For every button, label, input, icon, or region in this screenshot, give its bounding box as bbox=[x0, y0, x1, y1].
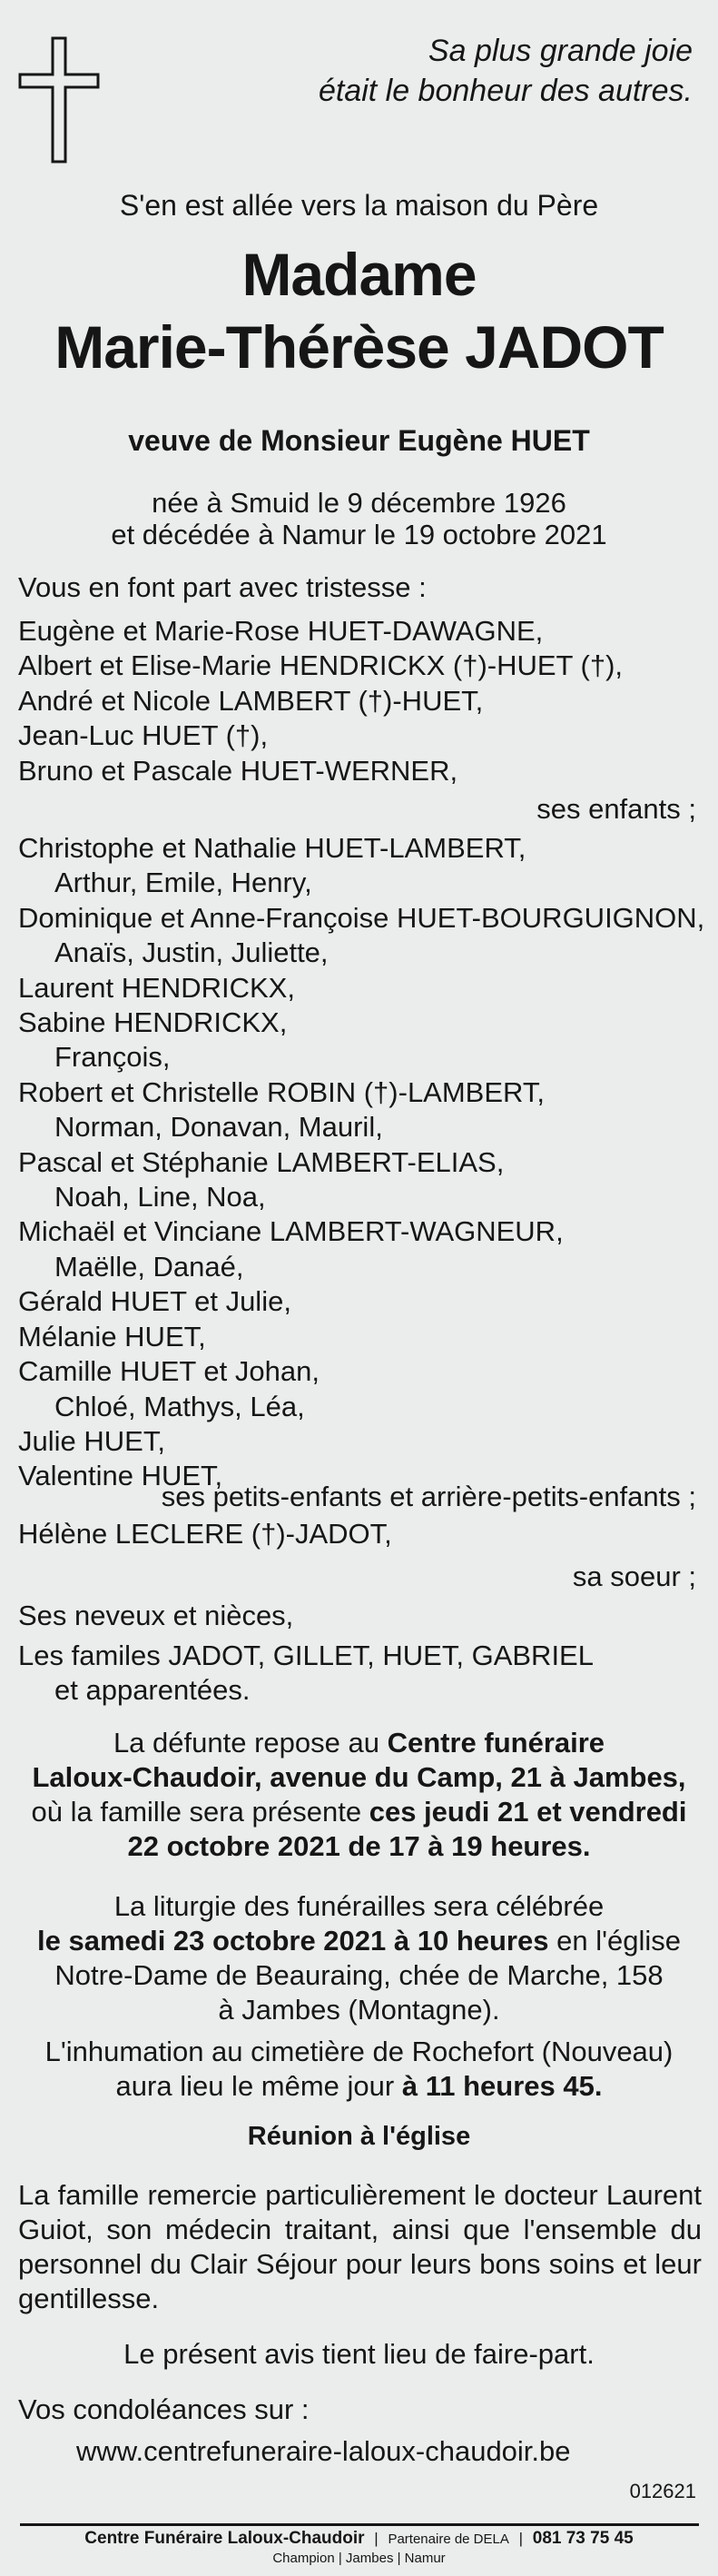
list-item: Julie HUET, bbox=[18, 1424, 165, 1457]
faire-part-line: Le présent avis tient lieu de faire-part. bbox=[123, 2338, 595, 2370]
repose-bold-2: Laloux-Chaudoir, avenue du Camp, 21 à Jambes, bbox=[32, 1761, 686, 1793]
footer-separator: | bbox=[374, 2530, 379, 2547]
repose-bold-1: Centre funéraire bbox=[387, 1727, 605, 1759]
footer bbox=[0, 2529, 718, 2549]
list-item: Pascal et Stéphanie LAMBERT-ELIAS, bbox=[18, 1145, 505, 1178]
list-item: Norman, Donavan, Mauril, bbox=[54, 1111, 383, 1144]
list-item: Gérald HUET et Julie, bbox=[18, 1285, 291, 1318]
children-list bbox=[18, 614, 623, 788]
sister-line: Hélène LECLERE (†)-JADOT, bbox=[18, 1518, 392, 1550]
liturgy-bold: le samedi 23 octobre 2021 à 10 heures bbox=[37, 1925, 549, 1957]
website-link[interactable]: www.centrefuneraire-laloux-chaudoir.be bbox=[76, 2435, 571, 2467]
list-item: Dominique et Anne-Françoise HUET-BOURGUIGNON, bbox=[18, 901, 705, 934]
families-line-2: et apparentées. bbox=[54, 1674, 251, 1706]
list-item: Michaël et Vinciane LAMBERT-WAGNEUR, bbox=[18, 1215, 564, 1248]
burial-paragraph bbox=[0, 2035, 718, 2104]
list-item: Anaïs, Justin, Juliette, bbox=[54, 936, 329, 969]
thanks-paragraph: La famille remercie particulièrement le docteur Laurent Guiot, son médecin traitant, ainsi que l'ensemble du personnel du Clair Séjour pour leurs bons soins et leur gentillesse. bbox=[18, 2179, 702, 2314]
footer-divider bbox=[20, 2523, 699, 2526]
footer-phone[interactable]: 081 73 75 45 bbox=[532, 2529, 634, 2548]
list-item: Jean-Luc HUET (†), bbox=[18, 719, 269, 752]
birth-line: née à Smuid le 9 décembre 1926 bbox=[152, 487, 566, 519]
footer-company: Centre Funéraire Laloux-Chaudoir bbox=[84, 2529, 365, 2548]
repose-paragraph bbox=[0, 1726, 718, 1864]
burial-bold: à 11 heures 45. bbox=[401, 2070, 603, 2102]
reference-number: 012621 bbox=[629, 2480, 696, 2502]
intro-text: S'en est allée vers la maison du Père bbox=[119, 189, 599, 222]
list-item: Bruno et Pascale HUET-WERNER, bbox=[18, 754, 458, 787]
grandchildren-label: ses petits-enfants et arrière-petits-enfants ; bbox=[161, 1481, 696, 1512]
motto-line-2: était le bonheur des autres. bbox=[318, 74, 693, 108]
list-item: Eugène et Marie-Rose HUET-DAWAGNE, bbox=[18, 615, 544, 647]
burial-text: aura lieu le même jour bbox=[115, 2070, 402, 2102]
list-item: André et Nicole LAMBERT (†)-HUET, bbox=[18, 684, 484, 717]
list-item: Noah, Line, Noa, bbox=[54, 1181, 266, 1214]
families-line: Les familes JADOT, GILLET, HUET, GABRIEL bbox=[18, 1640, 594, 1671]
motto bbox=[319, 31, 693, 111]
list-item: Laurent HENDRICKX, bbox=[18, 971, 295, 1004]
repose-text-2: où la famille sera présente bbox=[31, 1796, 369, 1828]
condolences-line: Vos condoléances sur : bbox=[18, 2393, 310, 2425]
liturgy-line-4: à Jambes (Montagne). bbox=[218, 1994, 500, 2026]
liturgy-line-3: Notre-Dame de Beauraing, chée de Marche, 158 bbox=[54, 1959, 664, 1991]
footer-partner: Partenaire de DELA bbox=[388, 2531, 509, 2547]
grandchildren-list bbox=[18, 831, 704, 1494]
children-label: ses enfants ; bbox=[536, 793, 696, 825]
deceased-title bbox=[0, 238, 718, 383]
list-item: Sabine HENDRICKX, bbox=[18, 1006, 288, 1039]
deceased-name: Marie-Thérèse JADOT bbox=[54, 313, 664, 381]
list-item: Albert et Elise-Marie HENDRICKX (†)-HUET (†), bbox=[18, 649, 624, 682]
list-item: François, bbox=[54, 1041, 171, 1074]
liturgy-text: en l'église bbox=[548, 1925, 681, 1957]
list-item: Camille HUET et Johan, bbox=[18, 1355, 320, 1388]
list-item: Mélanie HUET, bbox=[18, 1320, 206, 1352]
list-item: Chloé, Mathys, Léa, bbox=[54, 1390, 305, 1422]
list-item: Maëlle, Danaé, bbox=[54, 1250, 244, 1283]
cross-icon bbox=[18, 36, 100, 163]
liturgy-paragraph bbox=[0, 1889, 718, 2027]
widow-line: veuve de Monsieur Eugène HUET bbox=[128, 424, 590, 457]
meeting-line: Réunion à l'église bbox=[247, 2122, 471, 2151]
footer-locations: Champion | Jambes | Namur bbox=[272, 2551, 446, 2566]
repose-bold-3: ces jeudi 21 et vendredi bbox=[369, 1796, 687, 1828]
nephews-line: Ses neveux et nièces, bbox=[18, 1600, 294, 1631]
deceased-title-line-1: Madame bbox=[241, 241, 477, 308]
sister-label: sa soeur ; bbox=[572, 1560, 696, 1592]
list-item: Valentine HUET, bbox=[18, 1460, 223, 1492]
repose-text-1: La défunte repose au bbox=[113, 1727, 388, 1759]
list-item: Robert et Christelle ROBIN (†)-LAMBERT, bbox=[18, 1075, 545, 1108]
burial-line-1: L'inhumation au cimetière de Rochefort (Nouveau) bbox=[44, 2036, 674, 2067]
list-item: Christophe et Nathalie HUET-LAMBERT, bbox=[18, 832, 526, 864]
list-item: Arthur, Emile, Henry, bbox=[54, 867, 312, 899]
footer-separator: | bbox=[518, 2530, 524, 2547]
liturgy-line-1: La liturgie des funérailles sera célébrée bbox=[113, 1890, 605, 1922]
sadness-line: Vous en font part avec tristesse : bbox=[18, 571, 427, 603]
repose-bold-4: 22 octobre 2021 de 17 à 19 heures. bbox=[127, 1830, 591, 1862]
motto-line-1: Sa plus grande joie bbox=[428, 34, 693, 68]
death-line: et décédée à Namur le 19 octobre 2021 bbox=[111, 519, 607, 550]
